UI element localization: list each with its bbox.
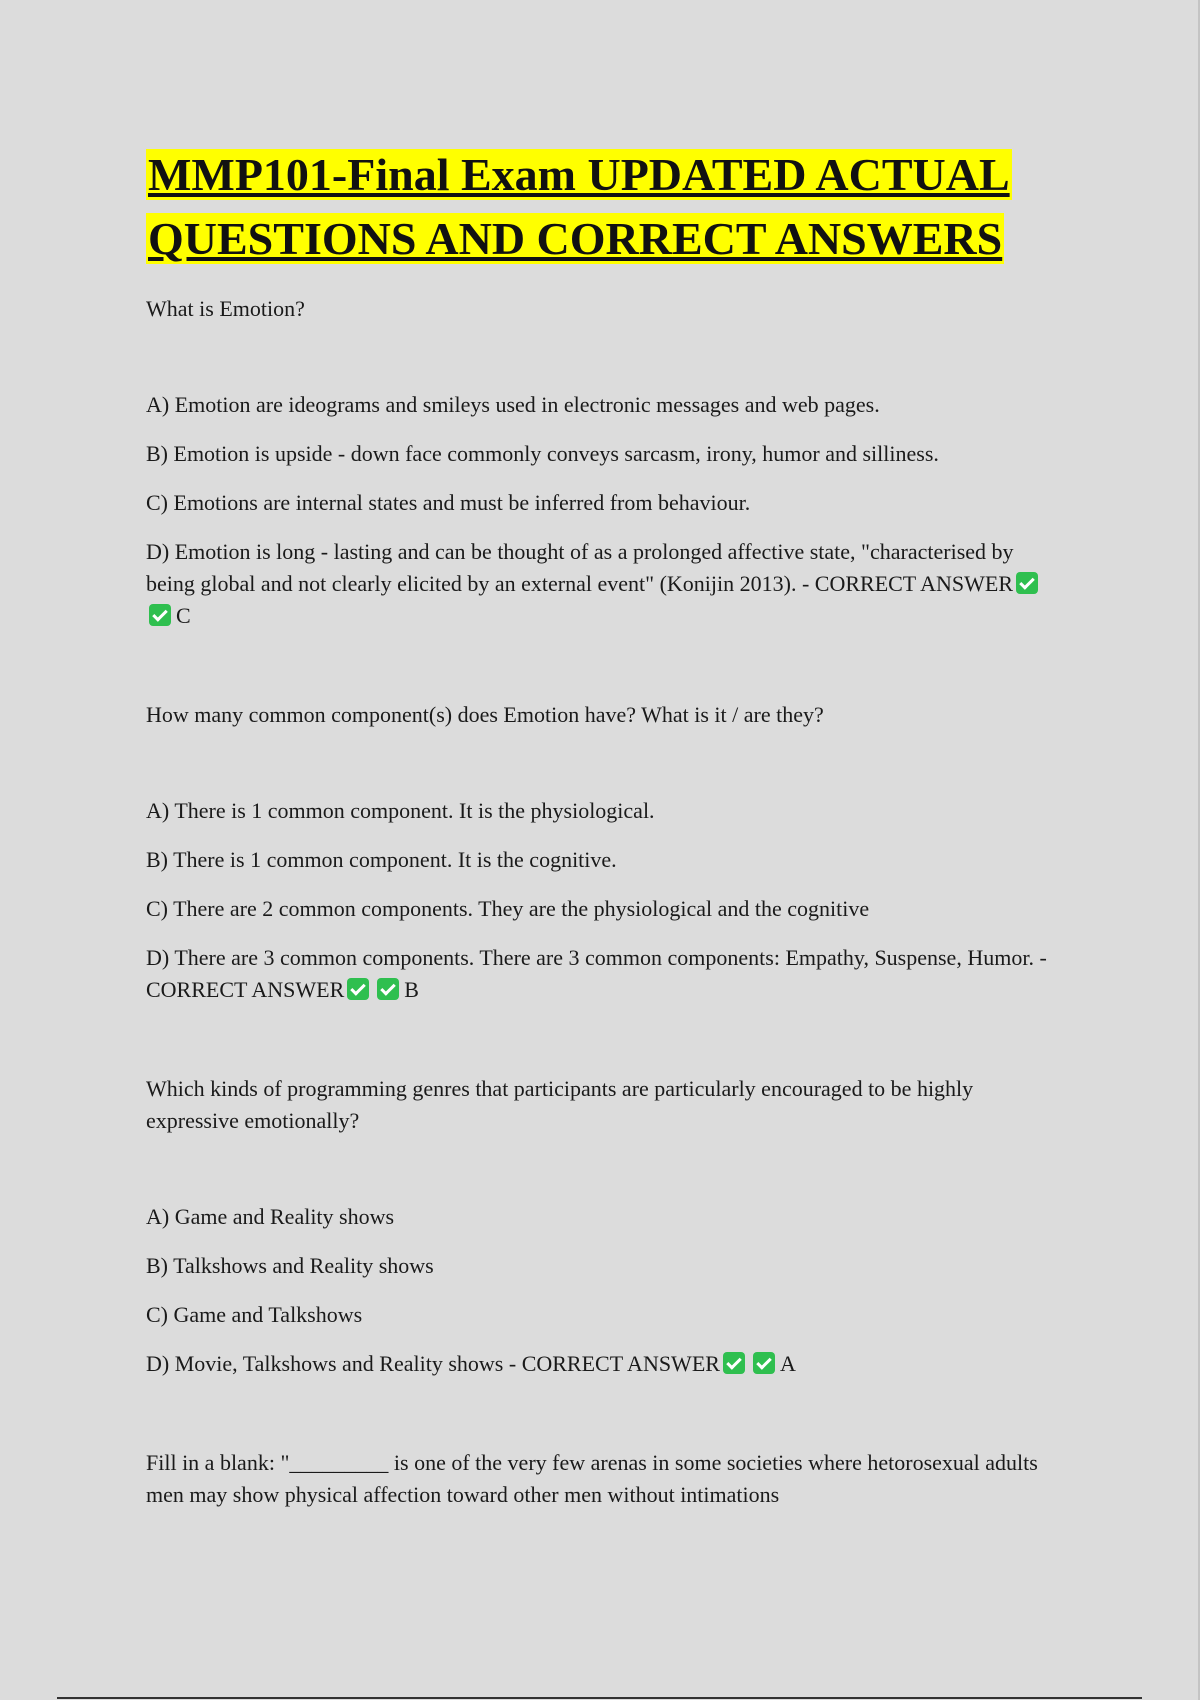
correct-answer-label: - CORRECT ANSWER (146, 945, 1047, 1002)
question-1: What is Emotion? (146, 296, 305, 321)
q2-answer: B (404, 977, 419, 1002)
q3-option-a: A) Game and Reality shows (146, 1204, 395, 1229)
q3-option-b: B) Talkshows and Reality shows (146, 1253, 434, 1278)
q3-answer: A (779, 1351, 796, 1376)
q2-option-d (146, 942, 1066, 1006)
question-2: How many common component(s) does Emotion have? What is it / are they? (146, 702, 824, 727)
correct-answer-label: - CORRECT ANSWER (801, 571, 1014, 596)
check-icon (723, 1352, 745, 1374)
check-icon (377, 978, 399, 1000)
check-icon (1016, 572, 1038, 594)
q1-option-b: B) Emotion is upside - down face commonly conveys sarcasm, irony, humor and silliness. (146, 441, 939, 466)
q3-option-c: C) Game and Talkshows (146, 1302, 363, 1327)
correct-answer-label: - CORRECT ANSWER (508, 1351, 720, 1376)
page-bottom-rule (57, 1697, 1142, 1699)
check-icon (753, 1352, 775, 1374)
q1-option-d (146, 536, 1066, 632)
q2-option-d-text: D) There are 3 common components. There are 3 common components: Empathy, Suspense, Humor. (146, 945, 1034, 970)
q1-option-c: C) Emotions are internal states and must be inferred from behaviour. (146, 490, 751, 515)
check-icon (149, 604, 171, 626)
q2-option-a: A) There is 1 common component. It is the physiological. (146, 798, 655, 823)
check-icon (347, 978, 369, 1000)
question-4-partial: Fill in a blank: "_________ is one of the very few arenas in some societies where hetorosexual adults men may show physical affection toward other men without intimations (146, 1450, 1038, 1507)
q2-option-c: C) There are 2 common components. They are the physiological and the cognitive (146, 896, 870, 921)
q3-option-d (146, 1348, 1066, 1380)
q2-option-b: B) There is 1 common component. It is the cognitive. (146, 847, 617, 872)
question-3: Which kinds of programming genres that participants are particularly encouraged to be highly expressive emotionally? (146, 1076, 974, 1133)
q1-answer: C (176, 603, 191, 628)
q3-option-d-text: D) Movie, Talkshows and Reality shows (146, 1351, 504, 1376)
q1-option-a: A) Emotion are ideograms and smileys used in electronic messages and web pages. (146, 392, 880, 417)
page-title: MMP101-Final Exam UPDATED ACTUAL QUESTIONS AND CORRECT ANSWERS (148, 149, 1010, 264)
document-content (146, 143, 1066, 1511)
q1-option-d-text: D) Emotion is long - lasting and can be thought of as a prolonged affective state, "characterised by being global and not clearly elicited by an external event" (Konijin 2013). (146, 539, 1014, 596)
